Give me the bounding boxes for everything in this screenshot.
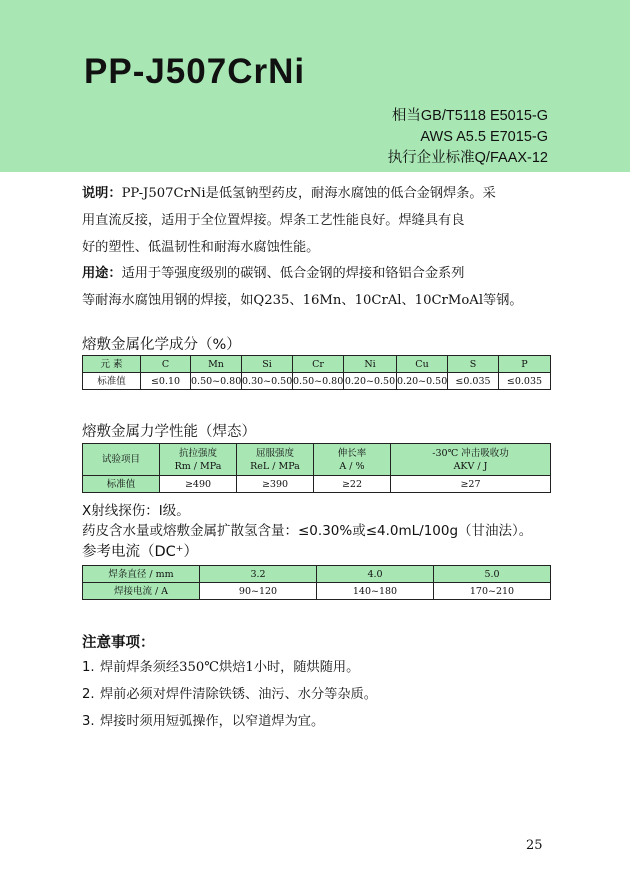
chem-value-cell: 0.20~0.50	[344, 373, 397, 390]
mech-header-tensile: 抗拉强度 Rm / MPa	[160, 444, 237, 476]
note-item: 3. 焊接时须用短弧操作，以窄道焊为宜。	[82, 714, 325, 729]
description-line: 好的塑性、低温韧性和耐海水腐蚀性能。	[82, 240, 320, 255]
standard-gb: 相当GB/T5118 E5015-G	[391, 108, 548, 124]
mech-value-cell: ≥490	[160, 476, 237, 493]
chem-value-cell: 0.50~0.80	[191, 373, 242, 390]
hydrogen-line: 药皮含水量或熔敷金属扩散氢含量：≤0.30%或≤4.0mL/100g（甘油法）。	[82, 523, 533, 539]
mech-value-cell: ≥22	[314, 476, 391, 493]
description-line: PP-J507CrNi是低氢钠型药皮，耐海水腐蚀的低合金钢焊条。采	[121, 186, 496, 201]
standard-aws: AWS A5.5 E7015-G	[420, 129, 548, 145]
description-paragraph	[82, 180, 552, 261]
chemistry-title: 熔敷金属化学成分（%）	[82, 337, 241, 353]
chem-value-cell: 0.30~0.50	[242, 373, 293, 390]
notes-title: 注意事项：	[82, 635, 155, 651]
chem-header-cell: P	[499, 356, 551, 373]
current-diameter-label: 焊条直径 / mm	[83, 566, 200, 583]
mech-header-elongation: 伸长率 A / %	[314, 444, 391, 476]
mech-header-yield: 屈服强度 ReL / MPa	[237, 444, 314, 476]
xray-line: X射线探伤：Ⅰ级。	[82, 503, 190, 519]
usage-paragraph	[82, 260, 552, 314]
chem-header-cell: Si	[242, 356, 293, 373]
usage-label: 用途：	[82, 266, 122, 281]
chem-value-cell: 0.20~0.50	[397, 373, 448, 390]
mech-value-cell: ≥27	[391, 476, 551, 493]
chemistry-table	[82, 355, 551, 390]
usage-line: 等耐海水腐蚀用钢的焊接，如Q235、16Mn、10CrAl、10CrMoAl等钢。	[82, 293, 523, 308]
page-number: 25	[526, 838, 543, 853]
product-title: PP-J507CrNi	[84, 52, 306, 91]
mechanical-title: 熔敷金属力学性能（焊态）	[82, 424, 256, 440]
chem-header-cell: 元 素	[83, 356, 141, 373]
note-item: 2. 焊前必须对焊件清除铁锈、油污、水分等杂质。	[82, 687, 377, 702]
mech-row-label: 标准值	[83, 476, 160, 493]
chem-header-cell: Mn	[191, 356, 242, 373]
mech-value-cell: ≥390	[237, 476, 314, 493]
chem-header-cell: S	[448, 356, 499, 373]
standard-enterprise: 执行企业标准Q/FAAX-12	[387, 150, 548, 166]
notes-list	[82, 654, 377, 735]
chem-value-cell: ≤0.035	[448, 373, 499, 390]
note-item: 1. 焊前焊条须经350℃烘焙1小时，随烘随用。	[82, 660, 360, 675]
current-table	[82, 565, 551, 600]
usage-line: 适用于等强度级别的碳钢、低合金钢的焊接和铬铝合金系列	[121, 266, 465, 281]
current-diameter-cell: 3.2	[200, 566, 317, 583]
chem-value-cell: 0.50~0.80	[293, 373, 344, 390]
current-amp-cell: 170~210	[434, 583, 551, 600]
chem-value-cell: ≤0.10	[141, 373, 191, 390]
header-band	[0, 0, 630, 172]
mech-header-impact: -30℃ 冲击吸收功 AKV / J	[391, 444, 551, 476]
current-amp-label: 焊接电流 / A	[83, 583, 200, 600]
chem-value-cell: 标准值	[83, 373, 141, 390]
description-line: 用直流反接，适用于全位置焊接。焊条工艺性能良好。焊缝具有良	[82, 213, 465, 228]
current-amp-cell: 140~180	[317, 583, 434, 600]
standards-block	[388, 106, 548, 169]
chem-value-cell: ≤0.035	[499, 373, 551, 390]
chem-header-cell: Cu	[397, 356, 448, 373]
description-label: 说明：	[82, 186, 122, 201]
mech-item-header: 试验项目	[83, 444, 160, 476]
mechanical-table	[82, 443, 551, 493]
chem-header-cell: Ni	[344, 356, 397, 373]
current-title: 参考电流（DC⁺）	[82, 544, 198, 560]
chem-header-cell: Cr	[293, 356, 344, 373]
current-diameter-cell: 4.0	[317, 566, 434, 583]
chem-header-cell: C	[141, 356, 191, 373]
current-amp-cell: 90~120	[200, 583, 317, 600]
current-diameter-cell: 5.0	[434, 566, 551, 583]
